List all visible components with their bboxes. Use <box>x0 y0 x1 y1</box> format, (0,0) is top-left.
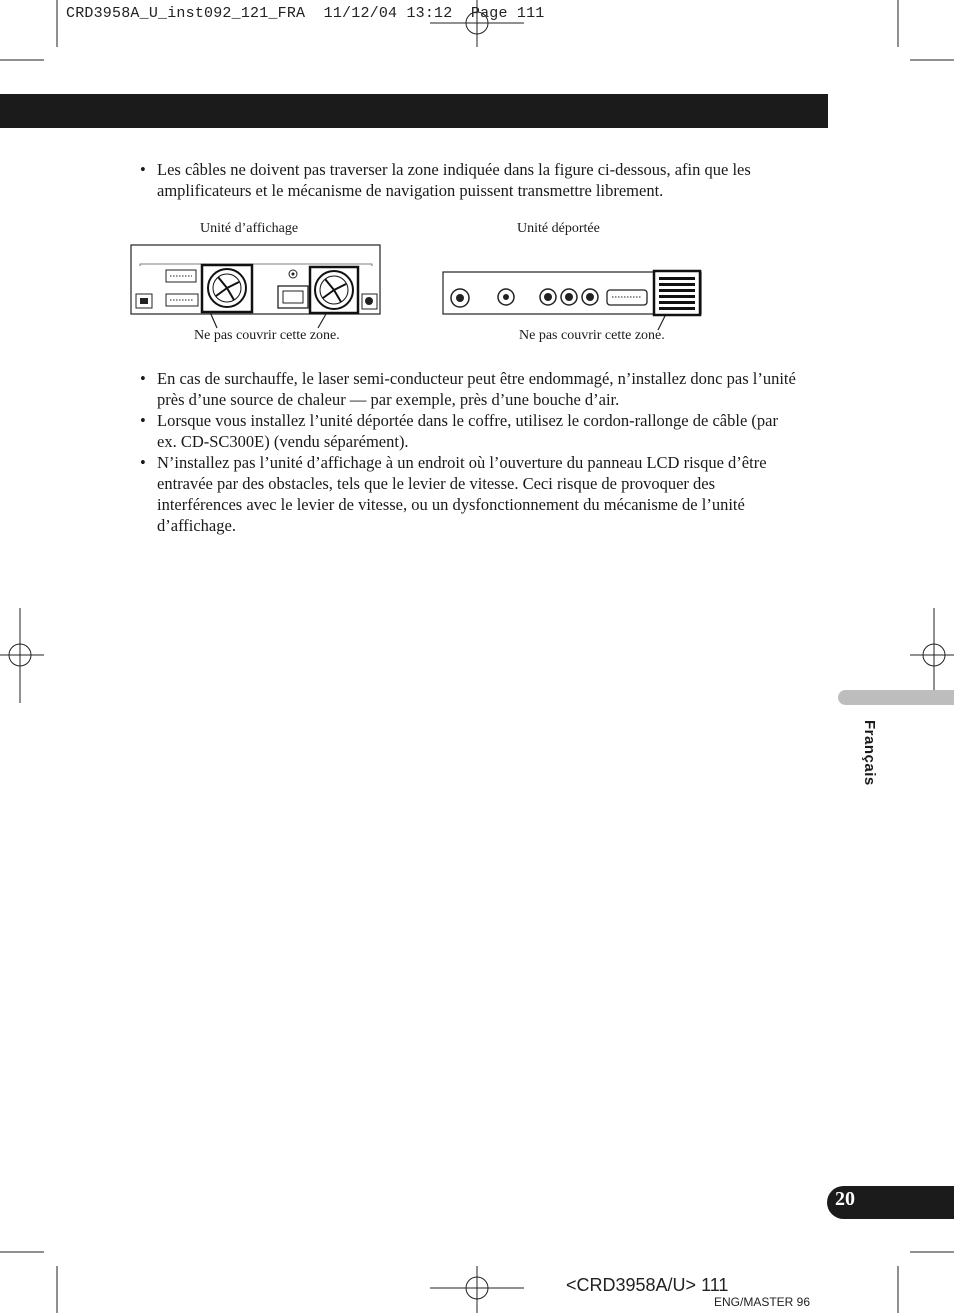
bullet-paragraph-2: Lorsque vous installez l’unité déportée dans le coffre, utilisez le cordon-rallonge de câble (par ex. CD-SC300E) (vendu séparément). <box>157 411 778 451</box>
language-label: Français <box>861 720 878 786</box>
display-warning-caption: Ne pas couvrir cette zone. <box>194 328 340 343</box>
display-unit-diagram <box>130 244 382 316</box>
header-band <box>0 94 828 128</box>
footer-master: ENG/MASTER 96 <box>714 1295 811 1309</box>
display-unit-label: Unité d’affichage <box>200 221 299 236</box>
bullet-marker: • <box>140 160 146 179</box>
bullet-marker: • <box>140 411 146 430</box>
print-metadata: CRD3958A_U_inst092_121_FRA 11/12/04 13:12 Page 111 <box>66 5 545 22</box>
bullet-paragraph-3: N’installez pas l’unité d’affichage à un endroit où l’ouverture du panneau LCD risque d’être entravée par des obstacles, tels que le levier de vitesse. Ceci risque de provoquer des interférences avec le levier de vitesse, ou un dysfonctionnement du mécanisme de l’unité d’affichage. <box>157 453 767 535</box>
language-tab <box>838 690 954 705</box>
bullet-marker: • <box>140 369 146 388</box>
intro-paragraph: Les câbles ne doivent pas traverser la zone indiquée dans la figure ci-dessous, afin que les amplificateurs et le mécanisme de navigation puissent transmettre librement. <box>157 160 751 200</box>
remote-unit-label: Unité déportée <box>517 221 600 236</box>
remote-warning-caption: Ne pas couvrir cette zone. <box>519 328 665 343</box>
bullet-marker: • <box>140 453 146 472</box>
bullet-paragraph-1: En cas de surchauffe, le laser semi-conducteur peut être endommagé, n’installez donc pas l’unité près d’une source de chaleur — par exemple, près d’une bouche d’air. <box>157 369 796 409</box>
footer-code: <CRD3958A/U> 111 <box>566 1275 729 1295</box>
page-number: 20 <box>835 1188 855 1210</box>
remote-unit-diagram <box>442 269 704 317</box>
